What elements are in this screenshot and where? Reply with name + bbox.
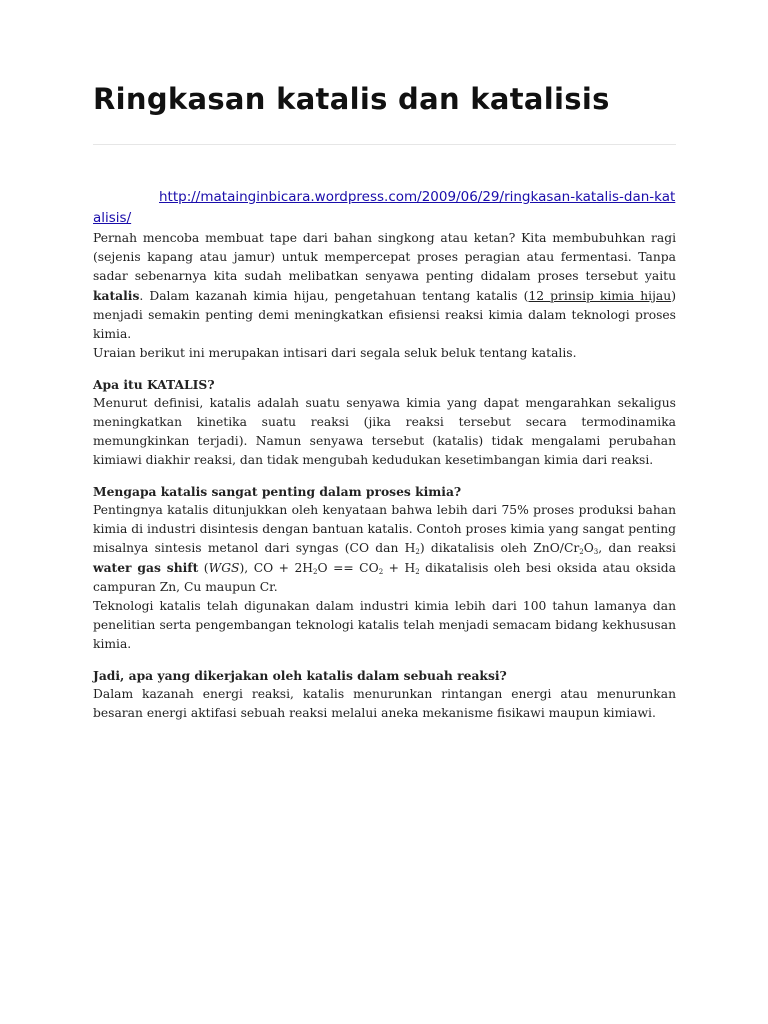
intro-text-c: ) menjadi semakin penting demi meningkatkan efisiensi reaksi kimia dalam teknologi proses kimia. (93, 289, 676, 341)
importance-text-d: , dan reaksi (598, 541, 676, 555)
section-function-text: Dalam kazanah energi reaksi, katalis menurunkan rintangan energi atau menurunkan besaran energi aktifasi sebuah reaksi melalui aneka mekanisme fisikawi maupun kimiawi. (93, 687, 676, 720)
section-importance-history: Teknologi katalis telah digunakan dalam industri kimia lebih dari 100 tahun lamanya dan penelitian serta pengembangan teknologi katalis telah menjadi semacam bidang kekhususan kimia. (93, 599, 676, 651)
keyword-wgs: WGS (208, 561, 240, 575)
subscript-co2: 2 (378, 568, 384, 576)
subscript-cr2: 2 (579, 548, 584, 556)
importance-text-f: ), CO + 2H (239, 561, 314, 575)
importance-text-b: ) dikatalisis oleh ZnO/Cr (419, 541, 580, 555)
page-title: Ringkasan katalis dan katalisis (93, 82, 610, 116)
importance-text-e: ( (198, 561, 209, 575)
subscript-h2o: 2 (313, 568, 318, 576)
importance-text-g: O == CO (317, 561, 379, 575)
source-link-line (93, 187, 676, 229)
intro-paragraph (93, 229, 676, 344)
source-link[interactable]: http://matainginbicara.wordpress.com/2009/06/29/ringkasan-katalis-dan-katalisis/ (93, 189, 676, 226)
section-importance-paragraph (93, 501, 676, 597)
title-divider (93, 144, 676, 145)
article-body (93, 187, 676, 723)
subscript-h2-product: 2 (415, 568, 420, 576)
green-chemistry-link[interactable]: 12 prinsip kimia hijau (528, 289, 672, 303)
intro-summary: Uraian berikut ini merupakan intisari dari segala seluk beluk tentang katalis. (93, 346, 577, 360)
section-heading-definition: Apa itu KATALIS? (93, 377, 215, 392)
intro-text-b: . Dalam kazanah kimia hijau, pengetahuan tentang katalis ( (139, 289, 529, 303)
subscript-h2: 2 (415, 548, 420, 556)
section-heading-importance: Mengapa katalis sangat penting dalam proses kimia? (93, 484, 462, 499)
importance-text-c: O (583, 541, 594, 555)
importance-text-i: dikatalisis oleh besi oksida atau oksida campuran Zn, Cu maupun Cr. (93, 561, 676, 594)
importance-text-a: Pentingnya katalis ditunjukkan oleh kenyataan bahwa lebih dari 75% proses produksi bahan kimia di industri disintesis dengan bantuan katalis. Contoh proses kimia yang sangat penting misalnya sintesis metanol dari syngas (CO dan H (93, 503, 676, 555)
keyword-katalis: katalis (93, 288, 140, 303)
section-heading-function: Jadi, apa yang dikerjakan oleh katalis dalam sebuah reaksi? (93, 668, 507, 683)
section-definition-text: Menurut definisi, katalis adalah suatu senyawa kimia yang dapat mengarahkan sekaligus meningkatkan kinetika suatu reaksi (jika reaksi tersebut secara termodinamika memungkinkan terjadi). Namun senyawa tersebut (katalis) tidak mengalami perubahan kimiawi diakhir reaksi, dan tidak mengubah kedudukan kesetimbangan kimia dari reaksi. (93, 396, 676, 467)
importance-text-h: + H (383, 561, 416, 575)
subscript-o3: 3 (593, 548, 599, 556)
keyword-water-gas-shift: water gas shift (93, 560, 199, 575)
intro-text-a: Pernah mencoba membuat tape dari bahan singkong atau ketan? Kita membubuhkan ragi (sejenis kapang atau jamur) untuk mempercepat proses peragian atau fermentasi. Tanpa sadar sebenarnya kita sudah melibatkan senyawa penting didalam proses tersebut yaitu (93, 231, 676, 283)
